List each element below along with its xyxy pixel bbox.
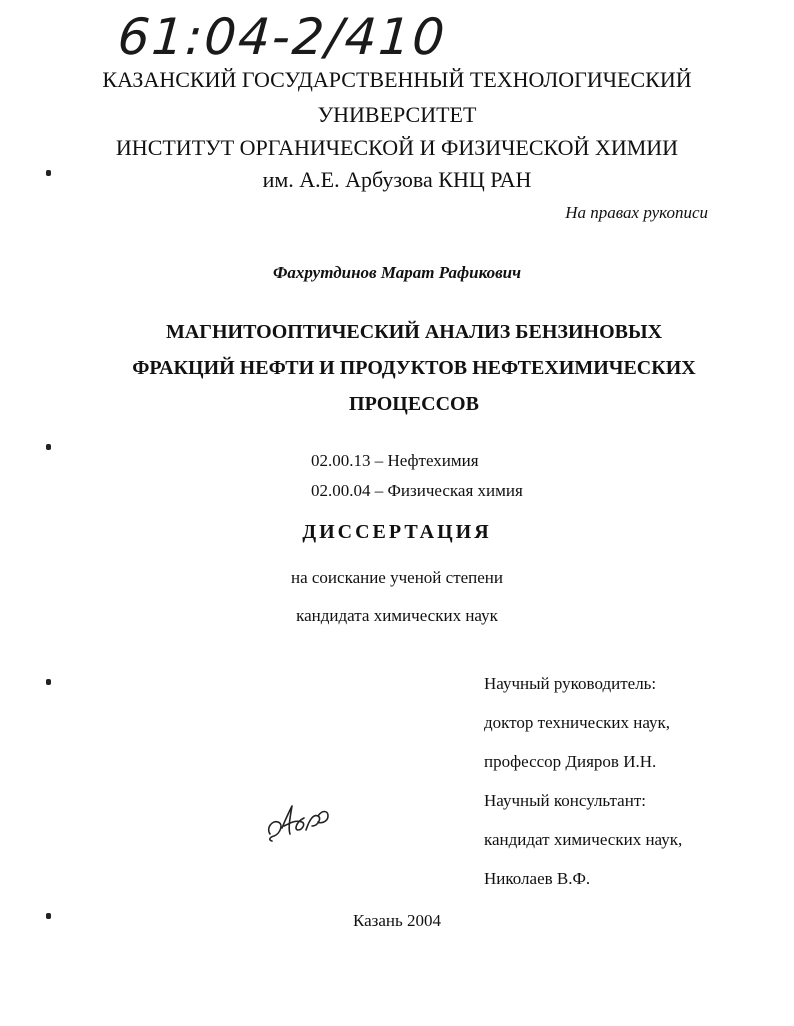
specialty-item: 02.00.04 – Физическая химия bbox=[311, 481, 523, 500]
thesis-title-line1: МАГНИТООПТИЧЕСКИЙ АНАЛИЗ БЕНЗИНОВЫХ bbox=[165, 321, 663, 343]
signature bbox=[262, 800, 334, 844]
supervisor-line: кандидат химических наук, bbox=[484, 830, 683, 849]
supervisor-line: Научный руководитель: bbox=[484, 674, 657, 693]
dissertation-label: ДИССЕРТАЦИЯ bbox=[302, 521, 492, 543]
scan-speck bbox=[46, 444, 51, 450]
author-name: Фахрутдинов Марат Рафикович bbox=[272, 263, 522, 282]
supervisor-line: Николаев В.Ф. bbox=[484, 869, 591, 888]
degree-line1: на соискание ученой степени bbox=[290, 568, 504, 587]
city-year: Казань 2004 bbox=[352, 911, 442, 930]
specialty-item: 02.00.13 – Нефтехимия bbox=[311, 451, 479, 470]
scan-speck bbox=[46, 913, 51, 919]
archive-number: 61:04-2/410 bbox=[115, 8, 449, 66]
university-name-line1: КАЗАНСКИЙ ГОСУДАРСТВЕННЫЙ ТЕХНОЛОГИЧЕСКИЙ bbox=[102, 67, 692, 92]
institute-name-line1: ИНСТИТУТ ОРГАНИЧЕСКОЙ И ФИЗИЧЕСКОЙ ХИМИИ bbox=[115, 135, 679, 160]
supervisor-line: доктор технических наук, bbox=[484, 713, 671, 732]
scan-speck bbox=[46, 679, 51, 685]
scan-speck bbox=[46, 170, 51, 176]
institute-name-line2: им. А.Е. Арбузова КНЦ РАН bbox=[262, 167, 532, 192]
supervisor-line: профессор Дияров И.Н. bbox=[484, 752, 657, 771]
thesis-title-line2: ФРАКЦИЙ НЕФТИ И ПРОДУКТОВ НЕФТЕХИМИЧЕСКИХ bbox=[132, 357, 696, 379]
university-name-line2: УНИВЕРСИТЕТ bbox=[317, 102, 477, 127]
degree-line2: кандидата химических наук bbox=[296, 606, 498, 625]
thesis-title-line3: ПРОЦЕССОВ bbox=[349, 393, 479, 415]
manuscript-rights-note: На правах рукописи bbox=[565, 203, 708, 222]
supervisor-line: Научный консультант: bbox=[484, 791, 646, 810]
